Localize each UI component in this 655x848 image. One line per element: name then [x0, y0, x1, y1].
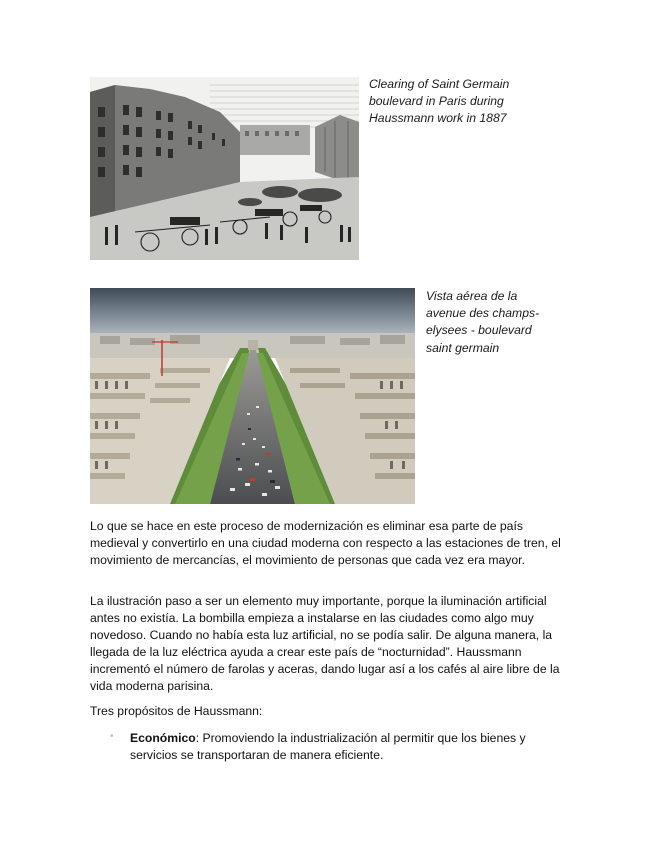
- aerial-photo-image: [90, 288, 415, 504]
- caption-line: Vista aérea de la: [426, 289, 518, 303]
- bullet-text: [130, 730, 562, 764]
- figure-caption-1: [369, 76, 569, 128]
- caption-line: boulevard in Paris during: [369, 94, 504, 109]
- caption-line: Haussmann work in 1887: [369, 111, 507, 126]
- bullet-marker: •: [110, 731, 114, 742]
- caption-line: saint germain: [426, 340, 500, 355]
- bullet-term: Económico: [130, 731, 196, 745]
- paragraph-modernization: Lo que se hace en este proceso de modernización es eliminar esa parte de país medieval y convertirlo en una ciudad moderna con respecto a las estaciones de tren, el movimiento de mercancías, el movimiento de personas que cada vez era mayor.: [90, 519, 561, 567]
- figure-caption-2: [426, 288, 576, 357]
- caption-line: avenue des champs-: [426, 306, 540, 321]
- engraving-image: [90, 77, 359, 260]
- caption-line: Clearing of Saint Germain: [369, 77, 510, 91]
- paragraph-illumination: La ilustración paso a ser un elemento muy importante, porque la iluminación artificial antes no existía. La bombilla empieza a instalarse en las ciudades como algo muy novedoso. Cuando no había esta luz artificial, no se podía salir. De alguna manera, la llegada de la luz eléctrica ayuda a crear este país de “nocturnidad”. Haussmann incrementó el número de farolas y aceras, dando lugar así a los cafés al aire libre de la vida moderna parisina.: [90, 594, 560, 693]
- bullet-description: : Promoviendo la industrialización al permitir que los bienes y servicios se transportaran de manera eficiente.: [130, 731, 526, 762]
- caption-line: elysees - boulevard: [426, 323, 532, 338]
- paragraph-purposes-intro: Tres propósitos de Haussmann:: [90, 704, 263, 718]
